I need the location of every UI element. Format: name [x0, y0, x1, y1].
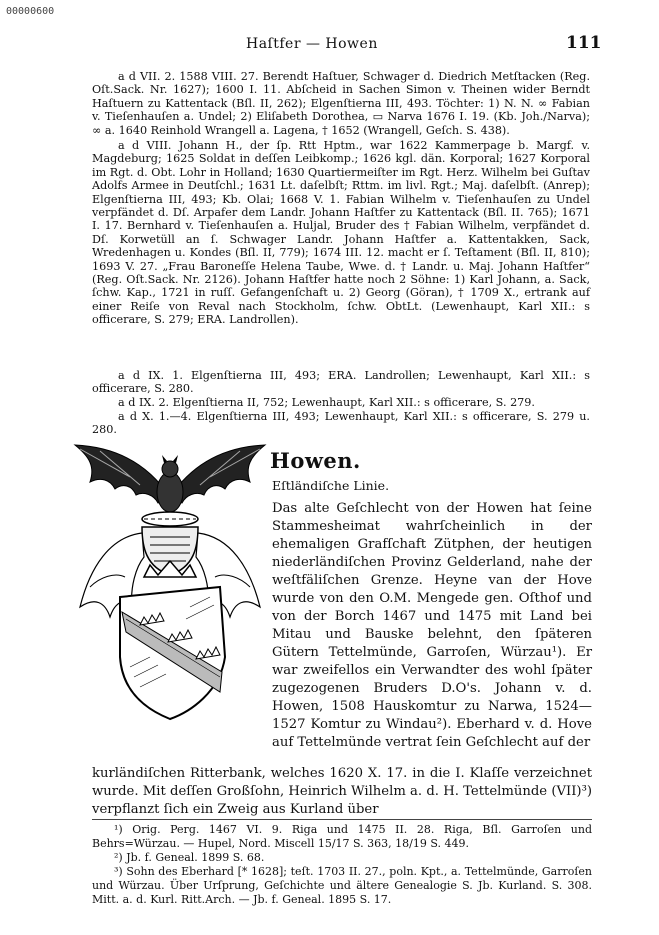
footnote-2: ²) Jb. f. Geneal. 1899 S. 68. — [114, 851, 265, 864]
section-body-narrow: Das alte Geſchlecht von der Howen hat ſeine Stammesheimat wahrſcheinlich in der ehemaligen Grafſchaft Zütphen, der heutigen niederländiſchen Provinz Gelderland, nahe der weſtfäliſchen Grenze. Heyne van der Hove wurde von den O.M. Mengede gen. Oſthof und von der Borch 1467 und 1475 mit Land bei Mitau und Bauske belehnt, den ſpäteren Gütern Tettelmünde, Garroſen, Würzau¹). Er war zweifellos ein Verwandter des wohl ſpäter zugezogenen Bruders D.O's. Johann v. d. Howen, 1508 Hauskomtur zu Narwa, 1524—1527 Komtur zu Windau²). Eberhard v. d. Hove auf Tettelmünde vertrat ſein Geſchlecht auf der — [272, 501, 592, 750]
coat-of-arms-image — [70, 437, 270, 722]
entry-text: a d VIII. Johann H., der ſp. Rtt Hptm., war 1622 Kammerpage b. Margf. v. Magdeburg; 1625 Soldat in deſſen Leibkomp.; 1626 kgl. dän. Korporal; 1627 Korporal im Rgt. d. Obt. Lohr in Holland; 1630 Quartiermeiſter im Rgt. Herz. Wilhelm bei Guſtav Adolfs Armee in Deutſchl.; 1631 Lt. daſelbſt; Rttm. im livl. Rgt.; Maj. daſelbſt. (Anrep); Elgenſtierna III, 493; Kb. Olai; 1668 V. 1. Fabian Wilhelm v. Tieſenhauſen zu Undel verpfändet d. Dſ. Arpafer dem Landr. Johann Haſtfer zu Kattentack (Bſl. II. 765); 1671 I. 17. Bernhard v. Tieſenhauſen a. Huljal, Bruder des † Fabian Wilhelm, verpfändet d. Dſ. Korwetüll an ſ. Schwager Landr. Johann Haſtfer a. Kattentakken, Sack, Wredenhagen u. Kondes (Bſl. II, 779); 1674 III. 12. macht er ſ. Teſtament (Bſl. II, 810); 1693 V. 27. „Frau Baroneſſe Helena Taube, Wwe. d. † Landr. u. Maj. Johann Haſtfer“ (Reg. Oſt.Sack. Nr. 2126). Johann Haſtfer hatte noch 2 Söhne: 1) Karl Johann, a. Sack, ſchw. Kap., 1721 in ruſſ. Gefangenſchaft u. 2) Georg (Göran), † 1709 X., ertrank auf einer Reiſe von Reval nach Stockholm, ſchw. ObtLt. (Lewenhaupt, Karl XII.: s officerare, S. 279; ERA. Landrollen). — [92, 139, 590, 327]
entry-text: a d IX. 2. Elgenſtierna II, 752; Lewenhaupt, Karl XII.: s officerare, S. 279. — [118, 396, 535, 409]
entry-ix-2 — [92, 396, 590, 409]
section-subtitle: Eſtländiſche Linie. — [272, 478, 390, 493]
entry-text: a d X. 1.—4. Elgenſtierna III, 493; Lewenhaupt, Karl XII.: s officerare, S. 279 u. 280. — [92, 410, 590, 437]
footnote-3: ³) Sohn des Eberhard [* 1628]; teſt. 1703 II. 27., poln. Kpt., a. Tettelmünde, Garroſen und Würzau. Über Urſprung, Geſchichte und ältere Genealogie S. Jb. Kurland. S. 308. Mitt. a. d. Kurl. Ritt.Arch. — Jb. f. Geneal. 1895 S. 17. — [92, 865, 592, 906]
entry-vii-2 — [92, 70, 590, 137]
entry-text: a d VII. 2. 1588 VIII. 27. Berendt Haſtuer, Schwager d. Diedrich Metſtacken (Reg. Oſt.Sack. Nr. 1627); 1600 I. 11. Abſcheid in Sachen Simon v. Theinen wider Berndt Haſtuern zu Kattentack (Bſl. II, 262); Elgenſtierna III, 493. Töchter: 1) N. N. ∞ Fabian v. Tieſenhauſen a. Undel; 2) Eliſabeth Dorothea, ▭ Narva 1676 I. 19. (Kb. Joh./Narva); ∞ a. 1640 Reinhold Wrangell a. Lagena, † 1652 (Wrangell, Geſch. S. 438). — [92, 70, 590, 137]
section-title: Howen. — [270, 448, 361, 473]
footnotes — [92, 823, 592, 907]
entry-viii — [92, 139, 590, 327]
running-title: Haſtfer — Howen — [246, 36, 378, 52]
section-body-full: kurländiſchen Ritterbank, welches 1620 X. 17. in die I. Klaſſe verzeichnet wurde. Mit deſſen Großſohn, Heinrich Wilhelm a. d. H. Tettelmünde (VII)³) verpflanzt ſich ein Zweig aus Kurland über — [92, 766, 592, 817]
entry-ix-1 — [92, 369, 590, 396]
footnote-1: ¹) Orig. Perg. 1467 VI. 9. Riga und 1475 II. 28. Riga, Bſl. Garroſen und Behrs=Würzau. — Hupel, Nord. Miscell 15/17 S. 363, 18/19 S. 449. — [92, 823, 592, 850]
entry-x — [92, 410, 590, 437]
footnote-divider — [92, 819, 592, 820]
scan-id: 00000600 — [6, 6, 55, 17]
page-number: 111 — [566, 33, 602, 53]
entry-text: a d IX. 1. Elgenſtierna III, 493; ERA. Landrollen; Lewenhaupt, Karl XII.: s officerare, S. 280. — [92, 369, 590, 396]
